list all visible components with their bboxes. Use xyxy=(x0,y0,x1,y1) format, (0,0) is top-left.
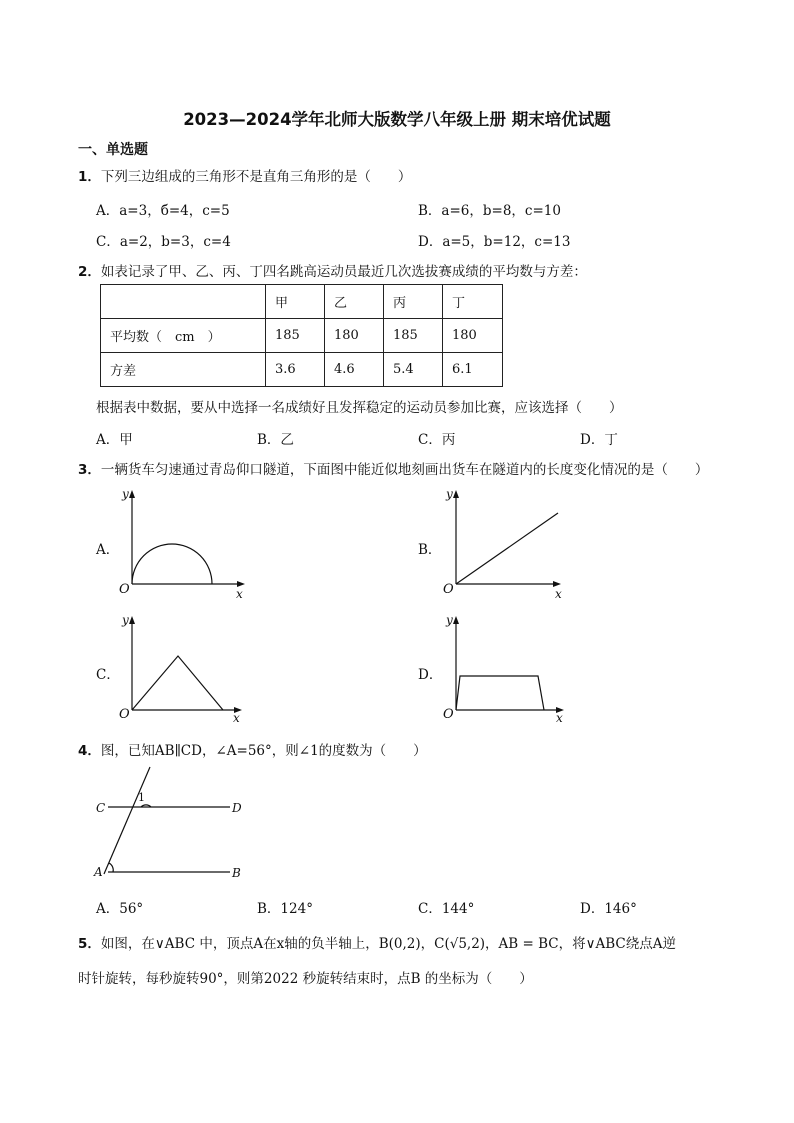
question-number: 3． xyxy=(78,462,101,478)
q2-option-c[interactable]: C．丙 xyxy=(418,432,456,448)
q1-option-d[interactable]: D．a=5，b=12，c=13 xyxy=(418,234,571,250)
table-row xyxy=(101,353,503,387)
question-text-line-1: 如图，在∨ABC 中，顶点A在x轴的负半轴上，B(0,2)，C(√5,2)，AB = BC，将∨ABC绕点A逆 xyxy=(100,936,676,952)
table-cell: 甲 xyxy=(266,285,325,319)
table-cell: 丁 xyxy=(443,285,503,319)
q1-option-b[interactable]: B．a=6，b=8，c=10 xyxy=(418,203,561,219)
x-label: x xyxy=(236,587,243,601)
table-cell xyxy=(101,285,266,319)
q4-option-c[interactable]: C．144° xyxy=(418,901,475,917)
question-number: 4． xyxy=(78,743,101,759)
table-cell: 3.6 xyxy=(266,353,325,387)
q2-option-b[interactable]: B．乙 xyxy=(257,432,294,448)
table-row xyxy=(101,319,503,353)
q3-graph-b-line xyxy=(434,486,574,602)
y-axis-arrow xyxy=(129,490,135,498)
q3-graph-a-semicircle xyxy=(110,486,250,602)
q3-option-c[interactable]: C． xyxy=(96,667,120,683)
question-3 xyxy=(78,458,708,478)
point-b-label: B xyxy=(232,866,241,880)
semicircle-curve xyxy=(132,544,212,584)
y-label: y xyxy=(446,487,453,501)
q4-option-a[interactable]: A．56° xyxy=(96,901,144,917)
q1-option-a[interactable]: A．a=3，б=4，c=5 xyxy=(96,203,230,219)
table-cell: 4.6 xyxy=(325,353,384,387)
y-label: y xyxy=(122,613,129,627)
y-label: y xyxy=(122,487,129,501)
q2-option-d[interactable]: D．丁 xyxy=(580,432,618,448)
question-number: 1． xyxy=(78,169,101,185)
q2-followup: 根据表中数据，要从中选择一名成绩好且发挥稳定的运动员参加比赛，应该选择（ ） xyxy=(96,400,623,416)
question-text: 下列三边组成的三角形不是直角三角形的是（ ） xyxy=(100,169,412,185)
y-label: y xyxy=(446,613,453,627)
origin-label: O xyxy=(119,707,130,722)
origin-label: O xyxy=(119,582,130,597)
athlete-stats-table xyxy=(100,284,503,387)
point-d-label: D xyxy=(232,801,242,815)
question-5 xyxy=(78,932,676,952)
triangle-curve xyxy=(132,656,223,710)
page-title: 2023—2024学年北师大版数学八年级上册 期末培优试题 xyxy=(183,110,611,129)
q3-option-b[interactable]: B． xyxy=(418,542,442,558)
table-cell: 5.4 xyxy=(384,353,443,387)
q4-option-d[interactable]: D．146° xyxy=(580,901,637,917)
q1-option-c[interactable]: C．a=2，b=3，c=4 xyxy=(96,234,231,250)
table-cell: 乙 xyxy=(325,285,384,319)
table-cell: 平均数（ cm ） xyxy=(101,319,266,353)
q3-graph-d-trapezoid xyxy=(434,612,574,728)
trapezoid-curve xyxy=(456,676,544,710)
table-cell: 6.1 xyxy=(443,353,503,387)
y-axis-arrow xyxy=(453,490,459,498)
question-text: 图，已知AB∥CD，∠A=56°，则∠1的度数为（ ） xyxy=(100,743,427,759)
question-text: 如表记录了甲、乙、丙、丁四名跳高运动员最近几次选拔赛成绩的平均数与方差： xyxy=(100,264,587,280)
q3-option-a[interactable]: A． xyxy=(96,542,120,558)
table-header-row xyxy=(101,285,503,319)
x-label: x xyxy=(555,587,562,601)
question-text-line-2: 时针旋转，每秒旋转90°，则第2022 秒旋转结束时，点B 的坐标为（ ） xyxy=(78,971,533,987)
table-cell: 185 xyxy=(266,319,325,353)
increasing-line xyxy=(456,513,558,584)
question-2 xyxy=(78,260,587,280)
section-heading: 一、单选题 xyxy=(78,142,148,158)
q4-parallel-lines-figure xyxy=(90,762,260,887)
x-label: x xyxy=(556,711,563,725)
table-cell: 180 xyxy=(325,319,384,353)
q3-graph-c-triangle xyxy=(110,612,250,728)
question-number: 2． xyxy=(78,264,101,280)
q2-option-a[interactable]: A．甲 xyxy=(96,432,133,448)
question-1 xyxy=(78,165,411,185)
y-axis-arrow xyxy=(453,616,459,624)
angle-a-arc xyxy=(109,863,113,872)
point-c-label: C xyxy=(96,801,106,815)
question-4 xyxy=(78,739,427,759)
y-axis-arrow xyxy=(129,616,135,624)
point-a-label: A xyxy=(94,865,103,879)
table-cell: 180 xyxy=(443,319,503,353)
x-label: x xyxy=(233,711,240,725)
origin-label: O xyxy=(443,707,454,722)
table-cell: 185 xyxy=(384,319,443,353)
question-number: 5． xyxy=(78,936,101,952)
table-cell: 丙 xyxy=(384,285,443,319)
origin-label: O xyxy=(443,582,454,597)
q3-option-d[interactable]: D． xyxy=(418,667,443,683)
angle-1-label: 1 xyxy=(138,791,145,804)
q4-option-b[interactable]: B．124° xyxy=(257,901,313,917)
question-text: 一辆货车匀速通过青岛仰口隧道，下面图中能近似地刻画出货车在隧道内的长度变化情况的是（ ） xyxy=(100,462,709,478)
transversal xyxy=(104,767,150,874)
table-cell: 方差 xyxy=(101,353,266,387)
